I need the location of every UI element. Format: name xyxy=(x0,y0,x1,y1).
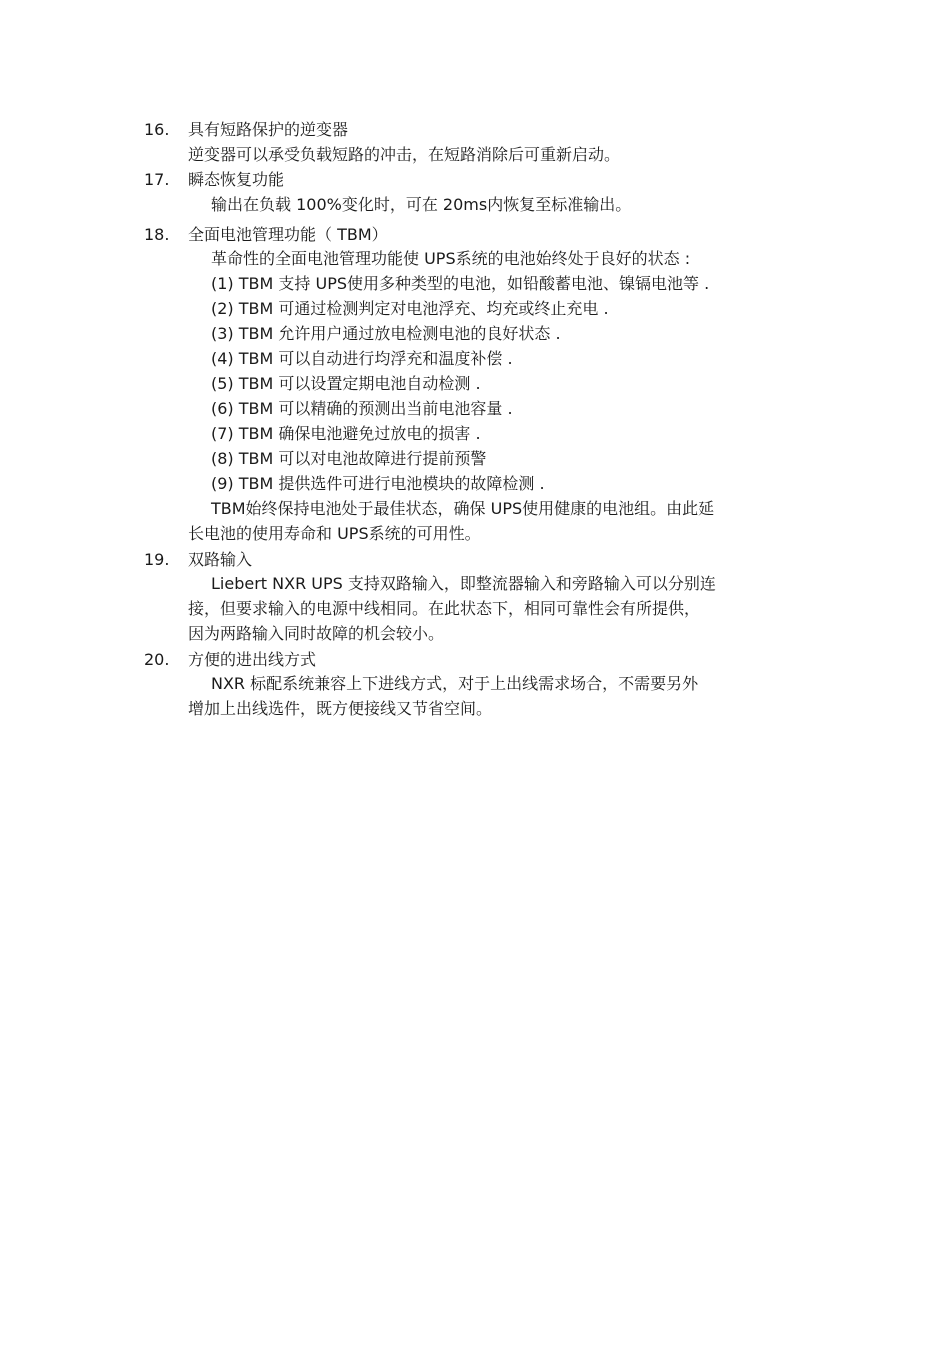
paragraph-line: Liebert NXR UPS 支持双路输入，即整流器输入和旁路输入可以分别连 xyxy=(211,574,716,593)
section-number: 20. xyxy=(144,650,170,669)
section-title: 瞬态恢复功能 xyxy=(188,170,285,189)
section-title: 方便的进出线方式 xyxy=(188,650,317,669)
list-item: (1) TBM 支持 UPS使用多种类型的电池，如铅酸蓄电池、镍镉电池等 . xyxy=(211,274,710,293)
paragraph-line: 输出在负载 100%变化时，可在 20ms内恢复至标准输出。 xyxy=(211,195,632,214)
list-item: (5) TBM 可以设置定期电池自动检测 . xyxy=(211,374,481,393)
paragraph-line: TBM始终保持电池处于最佳状态，确保 UPS使用健康的电池组。由此延 xyxy=(211,499,715,518)
section-number: 17. xyxy=(144,170,170,189)
list-item: (4) TBM 可以自动进行均浮充和温度补偿 . xyxy=(211,349,513,368)
paragraph-line: 革命性的全面电池管理功能使 UPS系统的电池始终处于良好的状态 : xyxy=(211,249,691,268)
section-number: 19. xyxy=(144,550,170,569)
list-item: (8) TBM 可以对电池故障进行提前预警 xyxy=(211,449,487,468)
list-item: (6) TBM 可以精确的预测出当前电池容量 . xyxy=(211,399,513,418)
section-number: 16. xyxy=(144,120,170,139)
section-title: 全面电池管理功能（ TBM） xyxy=(188,225,388,244)
paragraph-line: 因为两路输入同时故障的机会较小。 xyxy=(188,624,445,643)
paragraph-line: NXR 标配系统兼容上下进线方式，对于上出线需求场合，不需要另外 xyxy=(211,674,699,693)
paragraph-line: 长电池的使用寿命和 UPS系统的可用性。 xyxy=(188,524,481,543)
section-title: 双路输入 xyxy=(188,550,253,569)
list-item: (7) TBM 确保电池避免过放电的损害 . xyxy=(211,424,481,443)
section-title: 具有短路保护的逆变器 xyxy=(188,120,349,139)
paragraph-line: 增加上出线选件，既方便接线又节省空间。 xyxy=(188,699,493,718)
list-item: (2) TBM 可通过检测判定对电池浮充、均充或终止充电 . xyxy=(211,299,609,318)
section-number: 18. xyxy=(144,225,170,244)
list-item: (9) TBM 提供选件可进行电池模块的故障检测 . xyxy=(211,474,545,493)
paragraph-line: 接，但要求输入的电源中线相同。在此状态下，相同可靠性会有所提供， xyxy=(188,599,701,618)
list-item: (3) TBM 允许用户通过放电检测电池的良好状态 . xyxy=(211,324,561,343)
paragraph-line: 逆变器可以承受负载短路的冲击，在短路消除后可重新启动。 xyxy=(188,145,621,164)
